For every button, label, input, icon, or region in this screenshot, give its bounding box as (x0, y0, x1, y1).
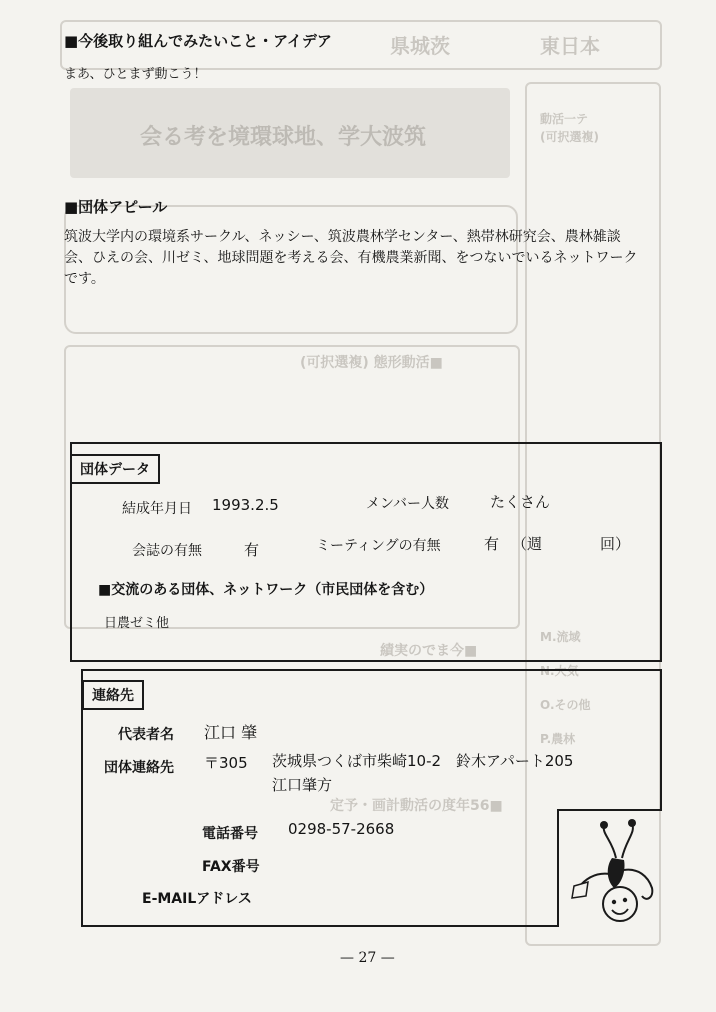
postal-code: 〒305 (204, 754, 248, 772)
fax-label: FAX番号 (202, 859, 260, 875)
tel-label: 電話番号 (202, 826, 258, 842)
rep-label: 代表者名 (118, 727, 174, 743)
appeal-text: 筑波大学内の環境系サークル、ネッシー、筑波農林学センター、熱帯林研究会、農林雑談会、ひえの会、川ゼミ、地球問題を考える会、有機農業新聞、をつないでいるネットワークです。 (64, 229, 638, 287)
network-heading: ■交流のある団体、ネットワーク（市民団体を含む） (98, 582, 434, 598)
appeal-heading: ■団体アピール (64, 198, 168, 216)
page-number: — 27 — (340, 950, 395, 966)
members-label: メンバー人数 (366, 496, 450, 512)
members-value: たくさん (490, 493, 551, 511)
journal-value: 有 (244, 541, 260, 559)
address-line-1: 茨城県つくば市柴崎10-2 鈴木アパート205 (272, 752, 574, 770)
meeting-label: ミーティングの有無 (316, 538, 441, 554)
address-label: 団体連絡先 (104, 760, 174, 776)
ideas-text: まあ、ひとまず動こう！ (64, 67, 207, 82)
ideas-heading: ■今後取り組んでみたいこと・アイデア (64, 32, 332, 50)
mascot-illustration (566, 818, 666, 926)
meeting-value: 有 (484, 535, 500, 553)
email-label: E-MAILアドレス (142, 891, 252, 907)
journal-label: 会誌の有無 (132, 543, 202, 559)
rep-value: 江口 肇 (204, 723, 258, 742)
contact-tab: 連絡先 (82, 680, 144, 710)
network-value: 日農ゼミ他 (104, 616, 170, 631)
group-data-tab: 団体データ (70, 454, 160, 484)
founded-label: 結成年月日 (122, 501, 192, 517)
meeting-freq-close: 回） (600, 535, 631, 553)
tel-value: 0298-57-2668 (288, 820, 395, 838)
meeting-freq-open: （週 (512, 535, 543, 553)
founded-value: 1993.2.5 (212, 496, 279, 514)
address-line-2: 江口肇方 (272, 776, 333, 794)
